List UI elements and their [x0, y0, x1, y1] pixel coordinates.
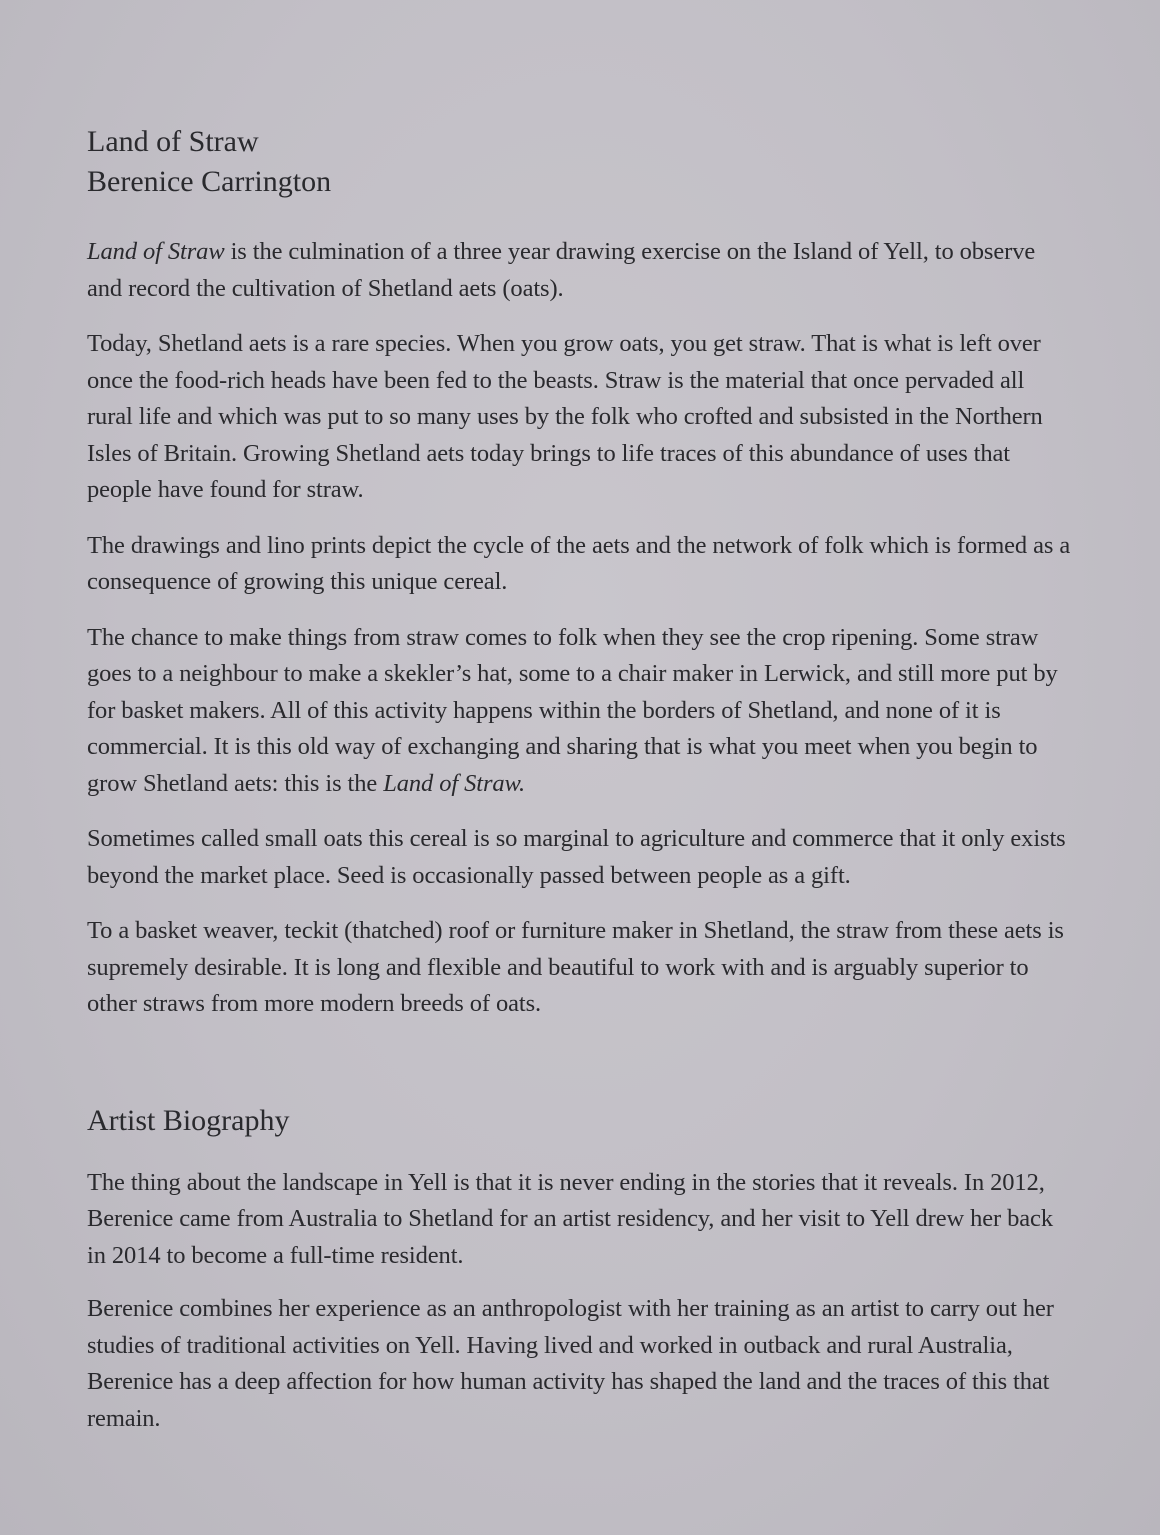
work-title-italic-end: Land of Straw. — [383, 769, 525, 797]
biography-heading: Artist Biography — [87, 1103, 290, 1137]
biography-paragraph-2: Berenice combines her experience as an anthropologist with her training as an artist to carry out her studies of traditional activities on Yell. Having lived and worked in outback and rural Australia, Berenice has a deep affection for how human activity has shaped the land and the traces of this that remain. — [87, 1295, 1054, 1432]
exhibition-label — [87, 122, 1072, 1454]
statement-paragraph-5: Sometimes called small oats this cereal is so marginal to agriculture and commerce that it only exists beyond the market place. Seed is occasionally passed between people as a gift. — [87, 825, 1066, 889]
exhibition-title: Land of Straw — [87, 125, 259, 158]
work-title-italic: Land of Straw — [87, 238, 225, 265]
artist-name: Berenice Carrington — [87, 165, 332, 198]
statement-paragraph-6: To a basket weaver, teckit (thatched) roof or furniture maker in Shetland, the straw from these aets is supremely desirable. It is long and flexible and beautiful to work with and is arguably superior to other straws from more modern breeds of oats. — [87, 917, 1064, 1017]
statement-paragraph-1-text: is the culmination of a three year drawing exercise on the Island of Yell, to observe and record the cultivation of Shetland aets (oats). — [87, 238, 1036, 302]
biography-paragraph-1: The thing about the landscape in Yell is that it is never ending in the stories that it reveals. In 2012, Berenice came from Australia to Shetland for an artist residency, and her visit to Yell drew her back in 2014 to become a full-time resident. — [87, 1168, 1053, 1269]
statement-paragraph-1 — [87, 234, 1072, 307]
artist-biography — [87, 1101, 1072, 1438]
statement-paragraph-3: The drawings and lino prints depict the cycle of the aets and the network of folk which is formed as a consequence of growing this unique cereal. — [87, 531, 1071, 595]
statement-paragraph-4 — [87, 620, 1072, 803]
statement-paragraph-4-text: The chance to make things from straw comes to folk when they see the crop ripening. Some straw goes to a neighbour to make a skekler’s hat, some to a chair maker in Lerwick, and still more put by for basket makers. All of this activity happens within the borders of Shetland, and none of it is commercial. It is this old way of exchanging and sharing that is what you meet when you begin to grow Shetland aets: this is the — [87, 623, 1058, 797]
statement-paragraph-2: Today, Shetland aets is a rare species. When you grow oats, you get straw. That is what is left over once the food-rich heads have been fed to the beasts. Straw is the material that once pervaded all rural life and which was put to so many uses by the folk who crofted and subsisted in the Northern Isles of Britain. Growing Shetland aets today brings to life traces of this abundance of uses that people have found for straw. — [87, 330, 1043, 503]
artist-statement — [87, 234, 1072, 1023]
